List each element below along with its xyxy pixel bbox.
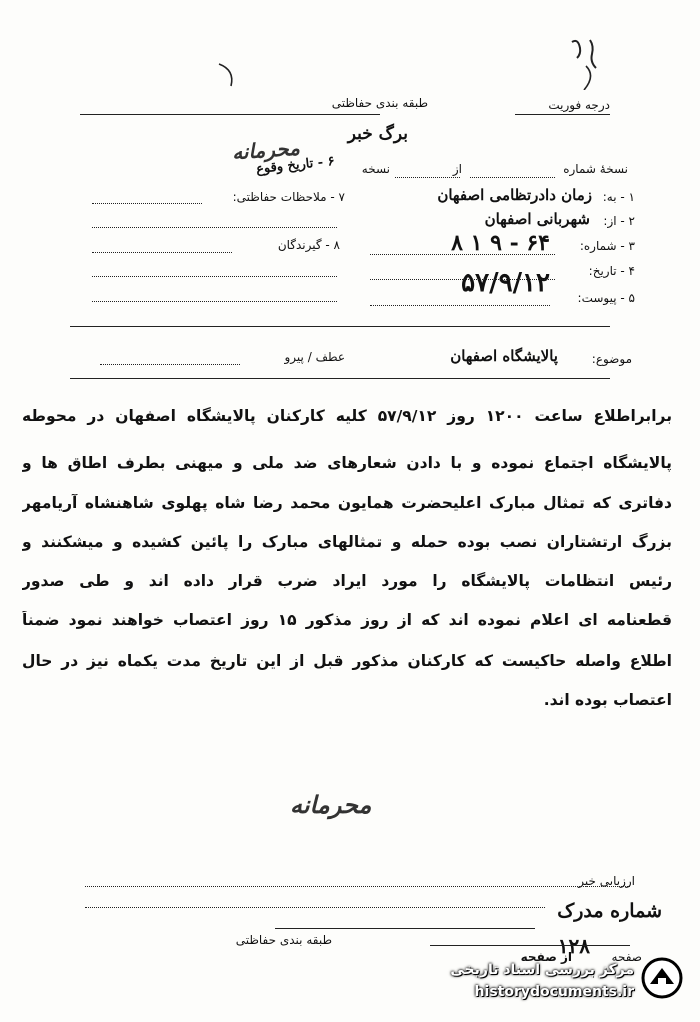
divider [80,114,380,115]
divider [70,326,610,327]
classification-stamp: محرمانه [290,790,372,819]
copy-from-field [395,177,460,178]
recipients-label: ۸ - گیرندگان [277,238,340,252]
handwritten-mark [560,30,620,90]
divider [275,928,535,929]
body-line: برابراطلاع ساعت ۱۲۰۰ روز ۵۷/۹/۱۲ کلیه کارکنان پالایشگاه اصفهان در محوطه [22,407,672,425]
body-line: اعتصاب بوده اند. [543,691,672,709]
notes-field-line [92,227,337,228]
priority-label: درجه فوریت [548,98,610,112]
recipients-field-line [92,252,232,253]
attachment-field [370,305,550,306]
to-value: زمان دادرتظامی اصفهان [437,186,592,204]
number-value: ۶۴ - ۹ ۱ ۸ [451,230,550,256]
evaluation-field-line [85,886,630,887]
copy-from-label: از [452,162,462,176]
recipients-field-line [92,301,337,302]
date-value: ۵۷/۹/۱۲ [461,268,550,298]
evaluation-label: ارزیابی خبر [578,874,635,888]
from-value: شهربانی اصفهان [484,210,590,228]
ref-label: عطف / پیرو [284,350,345,364]
from-label: ۲ - از: [603,214,635,228]
classification-label: طبقه بندی حفاظتی [331,96,428,110]
classification-stamp: محرمانه [231,135,301,165]
handwritten-page-number: ۱۲۸ [557,934,590,958]
ref-field [100,364,240,365]
to-label: ۱ - به: [602,190,635,204]
classification-label-footer: طبقه بندی حفاظتی [235,933,332,947]
divider [70,378,610,379]
document-number-label: شماره مدرک [557,900,662,922]
body-line: قطعنامه ای اعلام نموده اند که از روز مذکور ۱۵ روز اعتصاب خواهند نمود ضمناً [22,611,672,629]
copy-number-label: نسخهٔ شماره [563,162,628,176]
date-label: ۴ - تاریخ: [588,264,635,278]
notes-label: ۷ - ملاحظات حفاظتی: [232,190,345,204]
watermark-url: historydocuments.ir [474,984,634,1000]
subject-label: موضوع: [591,352,632,366]
evaluation-field-line [85,907,545,908]
number-field [370,254,555,255]
divider [430,945,630,946]
body-line: پالایشگاه اجتماع نموده و با دادن شعارهای ضد ملی و میهنی بطرف اطاق ها و [22,454,672,472]
number-label: ۳ - شماره: [579,239,635,253]
subject-value: پالایشگاه اصفهان [450,347,558,365]
body-line: دفاتری که تمثال مبارک اعلیحضرت همایون محمد رضا شاه پهلوی شاهنشاه آریامهر [22,494,672,512]
event-date-label: ۶ - تاریخ وقوع [255,153,336,178]
watermark-title: مرکز بررسی اسناد تاریخی [450,962,634,978]
body-line: اطلاع واصله حاکیست که کارکنان مذکور قبل از این تاریخ مدت یکماه نیز در حال [22,652,672,670]
recipients-field-line [92,276,337,277]
body-line: بزرگ ارتشتاران نصب بوده حمله و تمثالهای مبارک را پائین کشیده و میشکنند و [22,533,672,551]
form-title: برگ خبر [347,124,408,144]
attachment-label: ۵ - پیوست: [577,291,635,305]
page-label: صفحه [611,950,642,964]
body-line: رئیس انتظامات پالایشگاه را مورد ایراد ضرب قرار داده اند و طی صدور [22,572,672,590]
notes-field-line [92,203,202,204]
watermark-logo-icon [640,956,684,1000]
divider [515,114,610,115]
handwritten-mark [215,60,245,90]
copy-number-field [470,177,555,178]
date-field [370,279,555,280]
copy-label: نسخه [361,162,390,176]
page-from-label: از صفحه [520,950,572,964]
